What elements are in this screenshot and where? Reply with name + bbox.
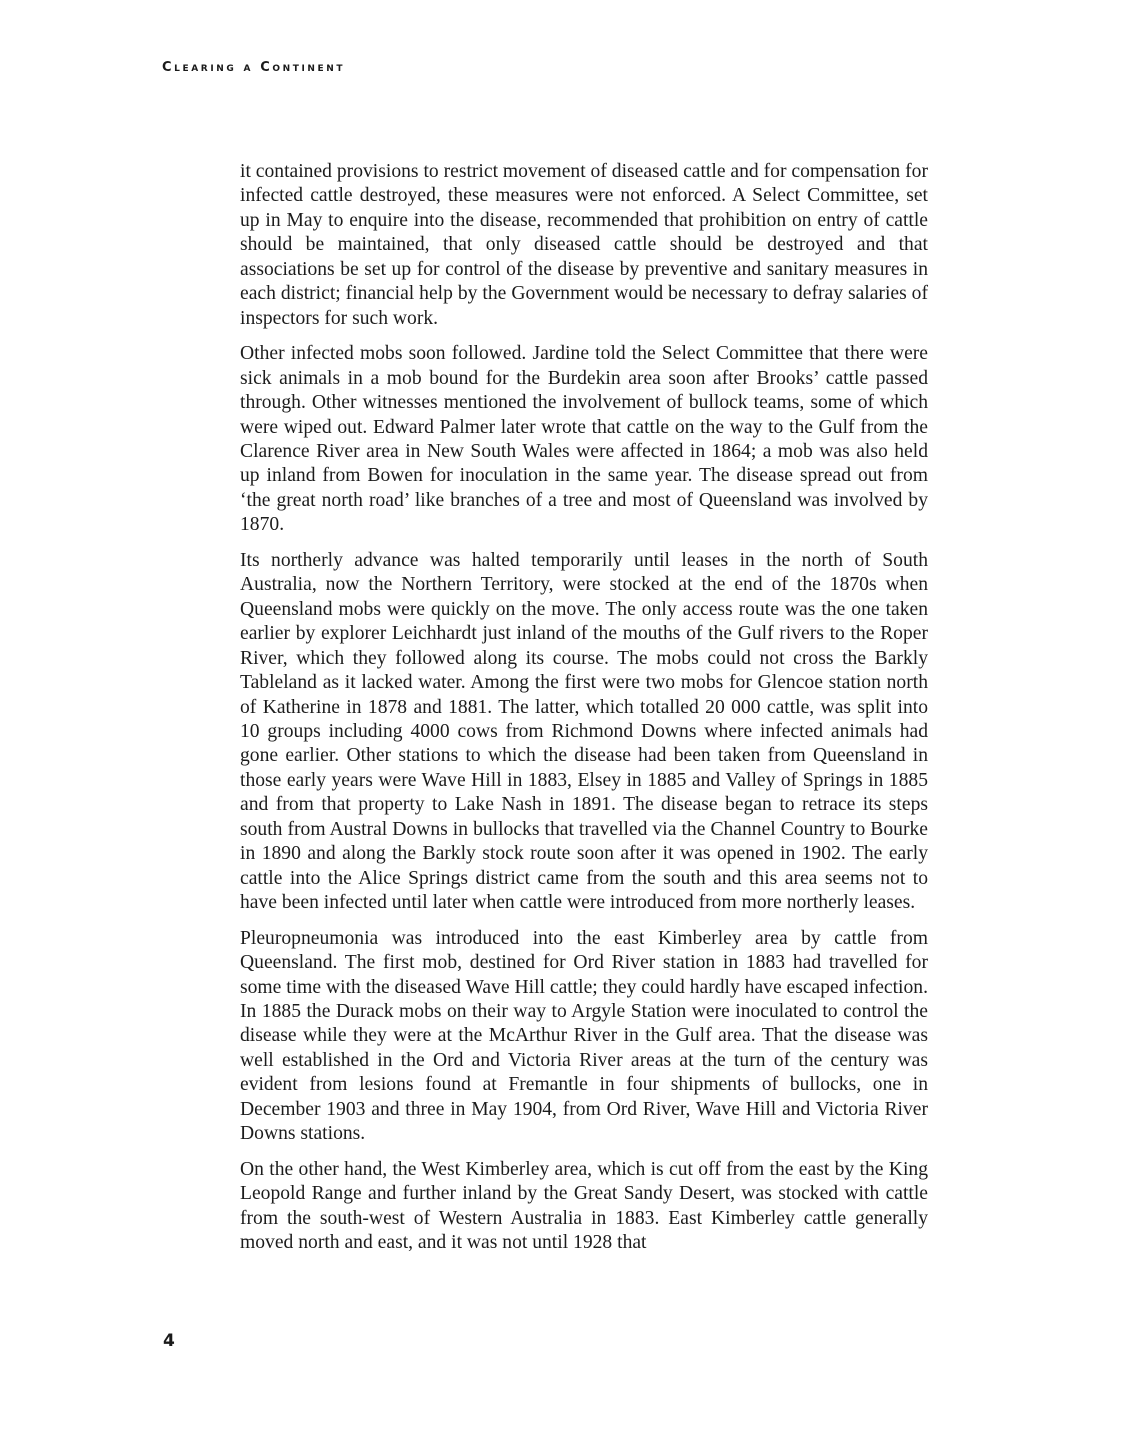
paragraph: Other infected mobs soon followed. Jardine told the Select Committee that there were sick animals in a mob bound for the Burdekin area soon after Brooks’ cattle passed through. Other witnesses mentioned the involvement of bullock teams, some of which were wiped out. Edward Palmer later wrote that cattle on the way to the Gulf from the Clarence River area in New South Wales were affected in 1864; a mob was also held up inland from Bowen for inoculation in the same year. The disease spread out from ‘the great north road’ like branches of a tree and most of Queensland was involved by 1870.: [240, 343, 928, 536]
paragraph: Pleuropneumonia was introduced into the east Kimberley area by cattle from Queensland. The first mob, destined for Ord River station in 1883 had travelled for some time with the diseased Wave Hill cattle; they could hardly have escaped infection. In 1885 the Durack mobs on their way to Argyle Station were inoculated to control the disease while they were at the McArthur River in the Gulf area. That the disease was well established in the Ord and Victoria River areas at the turn of the century was evident from lesions found at Fremantle in four shipments of bullocks, one in December 1903 and three in May 1904, from Ord River, Wave Hill and Victoria River Downs stations.: [240, 927, 928, 1145]
paragraph: Its northerly advance was halted temporarily until leases in the north of South Australia, now the Northern Territory, were stocked at the end of the 1870s when Queensland mobs were quickly on the move. The only access route was the one taken earlier by explorer Leichhardt just inland of the mouths of the Gulf rivers to the Roper River, which they followed along its course. The mobs could not cross the Barkly Tableland as it lacked water. Among the first were two mobs for Glencoe station north of Katherine in 1878 and 1881. The latter, which totalled 20 000 cattle, was split into 10 groups including 4000 cows from Richmond Downs where infected animals had gone earlier. Other stations to which the disease had been taken from Queensland in those early years were Wave Hill in 1883, Elsey in 1885 and Valley of Springs in 1885 and from that property to Lake Nash in 1891. The disease began to retrace its steps south from Austral Downs in bullocks that travelled via the Channel Country to Bourke in 1890 and along the Barkly stock route soon after it was opened in 1902. The early cattle into the Alice Springs district came from the south and this area seems not to have been infected until later when cattle were introduced from more northerly leases.: [240, 549, 928, 914]
paragraph: On the other hand, the West Kimberley area, which is cut off from the east by the King Leopold Range and further inland by the Great Sandy Desert, was stocked with cattle from the south-west of Western Australia in 1883. East Kimberley cattle generally moved north and east, and it was not until 1928 that: [240, 1158, 928, 1254]
paragraph: it contained provisions to restrict movement of diseased cattle and for compensation for infected cattle destroyed, these measures were not enforced. A Select Committee, set up in May to enquire into the disease, recommended that prohibition on entry of cattle should be maintained, that only diseased cattle should be destroyed and that associations be set up for control of the disease by preventive and sanitary measures in each district; financial help by the Government would be necessary to defray salaries of inspectors for such work.: [240, 161, 928, 329]
page-number: 4: [163, 1331, 175, 1351]
running-head: Clearing a Continent: [162, 60, 346, 75]
body-text: [240, 160, 928, 1266]
